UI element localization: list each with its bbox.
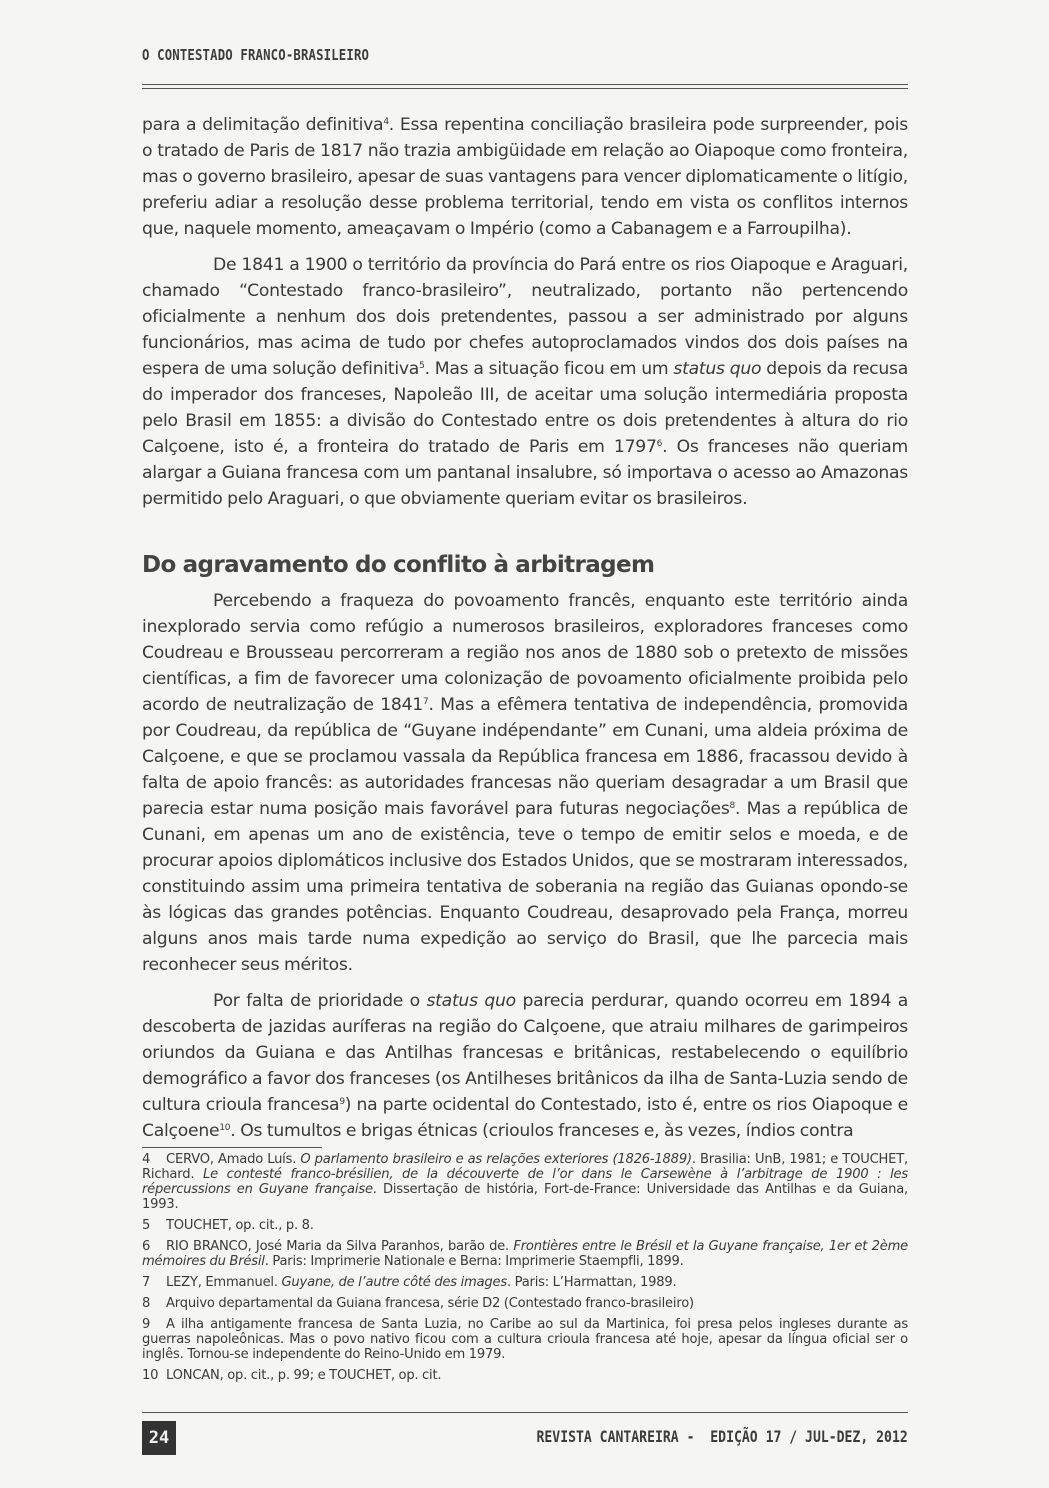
footnote-5 (142, 1218, 908, 1233)
paragraph-3 (142, 588, 908, 978)
text-run: Percebendo a fraqueza do povoamento francês, enquanto este território ainda inexplorado servia como refúgio a numerosos brasileiros, exploradores franceses como Coudreau e Brousseau percorreram a região nos anos de 1880 sob o pretexto de missões científicas, a fim de favorecer uma colonização de povoamento oficialmente proibida pelo acordo de neutralização de 1841 (142, 591, 908, 715)
footnotes (142, 1152, 908, 1389)
text-run: parecia perdurar, quando ocorreu em 1894 a descoberta de jazidas auríferas na região do Calçoene, que atraiu milhares de garimpeiros oriundos da Guiana e das Antilhas francesas e britânicas, restabelecendo o equilíbrio demográfico a favor dos franceses (os Antilheses britânicos da ilha de Santa-Luzia sendo de cultura crioula francesa (142, 991, 908, 1115)
paragraph-2 (142, 252, 908, 512)
paragraph-1 (142, 112, 908, 242)
footnote-text: Arquivo departamental da Guiana francesa, série D2 (Contestado franco-brasileiro) (166, 1296, 694, 1311)
footnote-title: Guyane, de l’autre côté des images (281, 1275, 507, 1290)
footnote-6 (142, 1239, 908, 1269)
footnote-text: . Brasilia: UnB, 1981; e TOUCHET, Richard. (142, 1152, 909, 1182)
text-run: . Mas a situação ficou em um (424, 359, 674, 379)
footer-rule (142, 1412, 908, 1413)
footnote-ref-7[interactable]: 7 (422, 697, 429, 707)
text-run: depois da recusa do imperador dos franceses, Napoleão III, de aceitar uma solução intermediária proposta pelo Brasil em 1855: a divisão do Contestado entre os dois pretendentes à altura do rio Calçoene, isto é, a fronteira do tratado de Paris em 1797 (142, 359, 908, 457)
footnote-text: TOUCHET, op. cit., p. 8. (166, 1218, 314, 1233)
article-body (142, 112, 908, 1144)
italic-term: status quo (673, 359, 762, 379)
footnote-number: 4 (142, 1152, 151, 1167)
page-number-badge: 24 (142, 1421, 176, 1455)
footnote-ref-9[interactable]: 9 (339, 1097, 345, 1107)
footnote-number: 10 (142, 1368, 159, 1383)
footnote-number: 8 (142, 1296, 151, 1311)
footnote-text: A ilha antigamente francesa de Santa Luzia, no Caribe ao sul da Martinica, foi presa pelos ingleses durante as guerras napoleônicas. Mas o povo nativo ficou com a cultura crioula francesa até hoje, apesar da língua oficial ser o inglês. Tornou-se independente do Reino-Unido em 1979. (142, 1317, 908, 1362)
footnote-ref-4[interactable]: 4 (383, 117, 389, 127)
footnote-number: 5 (142, 1218, 151, 1233)
footnote-ref-10[interactable]: 10 (219, 1123, 231, 1133)
header-double-rule (142, 84, 908, 89)
text-run: . Mas a efêmera tentativa de independência, promovida por Coudreau, da república de “Guyane indépendante” em Cunani, uma aldeia próxima de Calçoene, e que se proclamou vassala da República francesa em 1886, fracassou devido à falta de apoio francês: as autoridades francesas não queriam desagradar a um Brasil que parecia estar numa posição mais favorável para futuras negociações (142, 695, 908, 819)
footnote-7 (142, 1275, 908, 1290)
text-run: De 1841 a 1900 o território da província do Pará entre os rios Oiapoque e Araguari, chamado “Contestado franco-brasileiro”, neutralizado, portanto não pertencendo oficialmente a nenhum dos dois pretendentes, passou a ser administrado por alguns funcionários, mas acima de tudo por chefes autoproclamados vindos dos dois países na espera de uma solução definitiva (142, 255, 908, 379)
footnote-separator (142, 1147, 322, 1148)
footnote-ref-5[interactable]: 5 (419, 361, 425, 371)
text-run: . Mas a república de Cunani, em apenas um ano de existência, teve o tempo de emitir selos e moeda, e de procurar apoios diplomáticos inclusive dos Estados Unidos, que se mostraram interessados, constituindo assim uma primeira tentativa de soberania na região das Guianas opondo-se às lógicas das grandes potências. Enquanto Coudreau, desaprovado pela França, morreu alguns anos mais tarde numa expedição ao serviço do Brasil, que lhe parcecia mais reconhecer seus méritos. (142, 799, 908, 975)
footnote-text: . Paris: L’Harmattan, 1989. (507, 1275, 677, 1290)
footnote-9 (142, 1317, 908, 1362)
running-header-title: O CONTESTADO FRANCO-BRASILEIRO (142, 46, 370, 64)
footnote-ref-6[interactable]: 6 (656, 439, 663, 449)
footnote-text: RIO BRANCO, José Maria da Silva Paranhos, barão de. (166, 1239, 514, 1254)
section-heading: Do agravamento do conflito à arbitragem (142, 552, 655, 578)
running-footer: REVISTA CANTAREIRA - EDIÇÃO 17 / JUL-DEZ, 2012 (536, 1427, 908, 1446)
footnote-number: 7 (142, 1275, 151, 1290)
footnote-text: LONCAN, op. cit., p. 99; e TOUCHET, op. cit. (166, 1368, 442, 1383)
footnote-number: 9 (142, 1317, 151, 1332)
footnote-title: O parlamento brasileiro e as relações exteriores (1826-1889) (300, 1152, 692, 1167)
text-run: ) na parte ocidental do Contestado, isto é, entre os rios Oiapoque e Calçoene (142, 1095, 908, 1141)
footnote-10 (142, 1368, 908, 1383)
footnote-8 (142, 1296, 908, 1311)
footnote-ref-8[interactable]: 8 (729, 801, 736, 811)
footnote-title: Le contesté franco-brésilien, de la découverte de l’or dans le Carsewène à l’arbitrage de 1900 : les répercussions en Guyane française (142, 1167, 908, 1197)
text-run: . Os tumultos e brigas étnicas (crioulos franceses e, às vezes, índios contra (230, 1121, 854, 1141)
footnote-text: . Paris: Imprimerie Nationale e Berna: Imprimerie Staempfli, 1899. (264, 1254, 684, 1269)
footnote-text: . Dissertação de história, Fort-de-France: Universidade das Antilhas e da Guiana, 1993. (142, 1182, 908, 1212)
footnote-text: CERVO, Amado Luís. (166, 1152, 301, 1167)
italic-term: status quo (426, 991, 516, 1011)
text-run: para a delimitação definitiva (142, 115, 384, 135)
footnote-number: 6 (142, 1239, 151, 1254)
footnote-title: Frontières entre le Brésil et la Guyane française, 1er et 2ème mémoires du Brésil (142, 1239, 908, 1269)
text-run: . Os franceses não queriam alargar a Guiana francesa com um pantanal insalubre, só importava o acesso ao Amazonas permitido pelo Araguari, o que obviamente queriam evitar os brasileiros. (142, 437, 908, 509)
text-run: Por falta de prioridade o (213, 991, 427, 1011)
paragraph-4 (142, 988, 908, 1144)
footnote-4 (142, 1152, 908, 1212)
footnote-text: LEZY, Emmanuel. (166, 1275, 282, 1290)
text-run: . Essa repentina conciliação brasileira pode surpreender, pois o tratado de Paris de 1817 não trazia ambigüidade em relação ao Oiapoque como fronteira, mas o governo brasileiro, apesar de suas vantagens para vencer diplomaticamente o litígio, preferiu adiar a resolução desse problema territorial, tendo em vista os conflitos internos que, naquele momento, ameaçavam o Império (como a Cabanagem e a Farroupilha). (142, 115, 908, 239)
